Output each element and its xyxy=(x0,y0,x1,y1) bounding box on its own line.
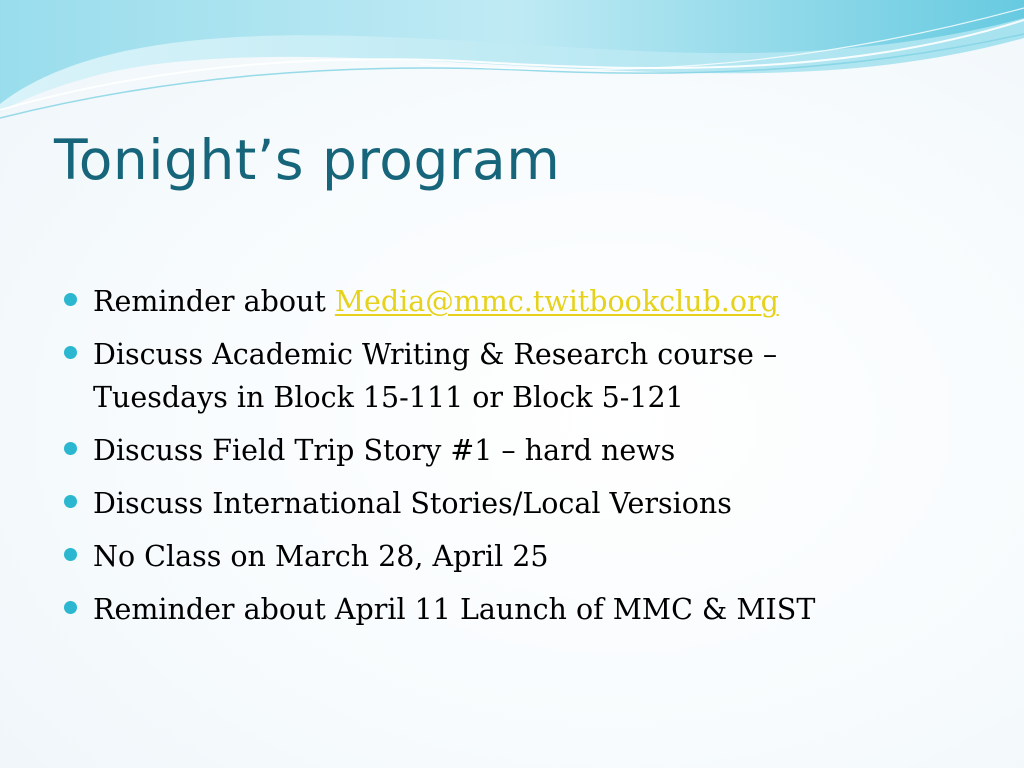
bullet-item xyxy=(64,588,994,631)
bullet-dot-icon xyxy=(64,442,77,455)
bullet-text: Reminder about xyxy=(93,285,335,318)
bullet-dot-icon xyxy=(64,346,77,359)
email-link[interactable]: Media@mmc.twitbookclub.org xyxy=(334,285,779,318)
bullet-list xyxy=(64,280,994,641)
bullet-item xyxy=(64,429,994,472)
bullet-item xyxy=(64,280,994,323)
bullet-item xyxy=(64,333,994,419)
bullet-text: Discuss International Stories/Local Versions xyxy=(93,487,732,520)
bullet-dot-icon xyxy=(64,601,77,614)
bullet-text: Reminder about April 11 Launch of MMC & MIST xyxy=(93,593,816,626)
bullet-dot-icon xyxy=(64,548,77,561)
bullet-text-line-2: Tuesdays in Block 15-111 or Block 5-121 xyxy=(93,381,684,414)
bullet-item xyxy=(64,482,994,525)
bullet-text: Discuss Field Trip Story #1 – hard news xyxy=(93,434,676,467)
bullet-dot-icon xyxy=(64,495,77,508)
bullet-text-line-1: Discuss Academic Writing & Research course – xyxy=(93,338,778,371)
decorative-wave-header xyxy=(0,0,1024,130)
bullet-text: No Class on March 28, April 25 xyxy=(93,540,549,573)
slide-title: Tonight’s program xyxy=(54,128,561,192)
bullet-dot-icon xyxy=(64,293,77,306)
bullet-item xyxy=(64,535,994,578)
